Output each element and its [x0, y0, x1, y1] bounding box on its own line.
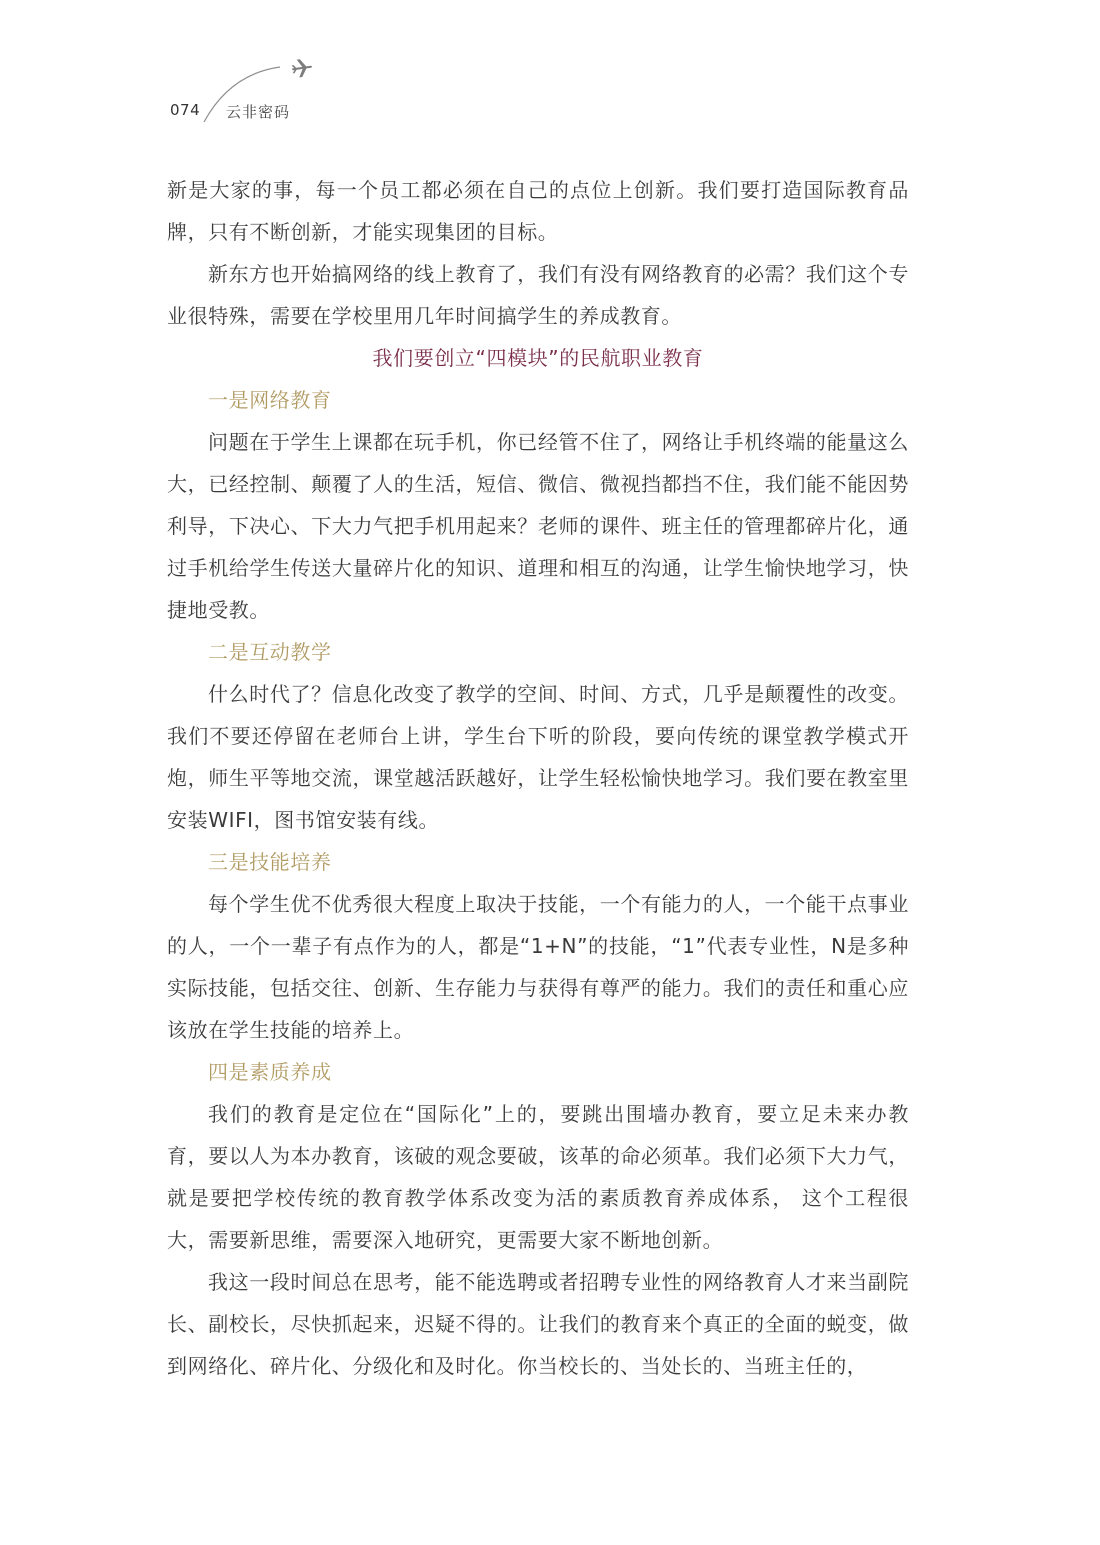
- header-decoration: [0, 0, 1100, 140]
- book-title: 云非密码: [226, 103, 291, 121]
- paragraph-5: 每个学生优不优秀很大程度上取决于技能，一个有能力的人，一个能干点事业的人，一个一辈子有点作为的人，都是“1+N”的技能，“1”代表专业性，N是多种实际技能，包括交往、创新、生存能力与获得有尊严的能力。我们的责任和重心应该放在学生技能的培养上。: [167, 892, 909, 1042]
- paragraph-4: 什么时代了？信息化改变了教学的空间、时间、方式，几乎是颠覆性的改变。我们不要还停留在老师台上讲，学生台下听的阶段，要向传统的课堂教学模式开炮，师生平等地交流，课堂越活跃越好，让学生轻松愉快地学习。我们要在教室里安装WIFI，图书馆安装有线。: [167, 682, 909, 832]
- sub-heading-4: 四是素质养成: [208, 1060, 332, 1084]
- paragraph-6: 我们的教育是定位在“国际化”上的，要跳出围墙办教育，要立足未来办教育，要以人为本办教育，该破的观念要破，该革的命必须革。我们必须下大力气，就是要把学校传统的教育教学体系改变为活的素质教育养成体系， 这个工程很大，需要新思维，需要深入地研究，更需要大家不断地创新。: [167, 1102, 909, 1252]
- paragraph-7: 我这一段时间总在思考，能不能选聘或者招聘专业性的网络教育人才来当副院长、副校长，尽快抓起来，迟疑不得的。让我们的教育来个真正的全面的蜕变，做到网络化、碎片化、分级化和及时化。你当校长的、当处长的、当班主任的，: [167, 1270, 909, 1378]
- body-text: [167, 169, 909, 1387]
- page-number: 074: [170, 101, 201, 119]
- sub-heading-3: 三是技能培养: [208, 850, 332, 874]
- sub-heading-1: 一是网络教育: [208, 388, 332, 412]
- sub-heading-2: 二是互动教学: [208, 640, 332, 664]
- airplane-icon: [291, 58, 312, 78]
- paragraph-1: 新是大家的事，每一个员工都必须在自己的点位上创新。我们要打造国际教育品牌，只有不断创新，才能实现集团的目标。: [167, 178, 909, 244]
- paragraph-3: 问题在于学生上课都在玩手机，你已经管不住了，网络让手机终端的能量这么大，已经控制、颠覆了人的生活，短信、微信、微视挡都挡不住，我们能不能因势利导，下决心、下大力气把手机用起来？老师的课件、班主任的管理都碎片化，通过手机给学生传送大量碎片化的知识、道理和相互的沟通，让学生愉快地学习，快捷地受教。: [167, 430, 909, 622]
- paragraph-2: 新东方也开始搞网络的线上教育了，我们有没有网络教育的必需？我们这个专业很特殊，需要在学校里用几年时间搞学生的养成教育。: [167, 262, 909, 328]
- section-title: 我们要创立“四模块”的民航职业教育: [372, 346, 704, 370]
- page-header: [0, 0, 1100, 140]
